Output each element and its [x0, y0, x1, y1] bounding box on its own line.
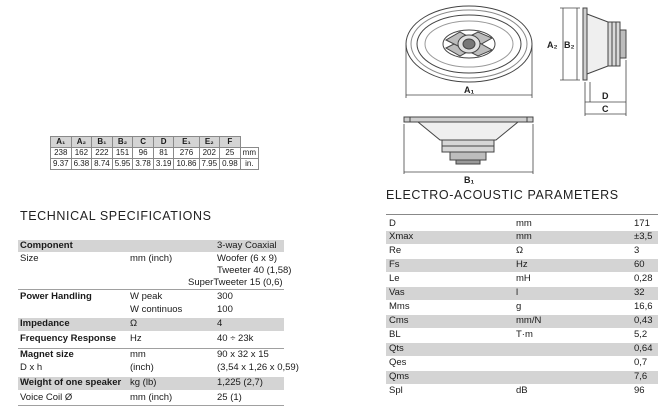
ea-unit: mm/N: [516, 315, 542, 326]
ea-value: 0,64: [634, 343, 653, 354]
electro-acoustic-title: ELECTRO-ACOUSTIC PARAMETERS: [386, 188, 619, 202]
ea-row: [386, 343, 658, 356]
ea-unit: mm: [516, 231, 532, 242]
dim-cell: 3.78: [133, 159, 154, 170]
ea-name: Mms: [389, 301, 410, 312]
dim-header: A₂: [71, 137, 92, 148]
ea-value: 3: [634, 245, 640, 256]
ea-row: [386, 287, 658, 300]
dim-cell: 5.95: [112, 159, 133, 170]
front-view: [406, 6, 532, 82]
tech-value-2: (3,54 x 1,26 x 0,59): [217, 362, 299, 373]
tech-name: Impedance: [20, 318, 70, 329]
dim-header: A₁: [51, 137, 72, 148]
ea-value: ±3,5: [634, 231, 653, 242]
dimension-table: [50, 136, 259, 170]
ea-name: Cms: [389, 315, 409, 326]
tech-value: 3-way Coaxial: [217, 240, 277, 251]
dim-header-blank: [240, 137, 258, 148]
tech-value-3: SuperTweeter 15 (0,6): [188, 277, 283, 288]
tech-name: Weight of one speaker: [20, 377, 122, 388]
label-b2: B₂: [564, 40, 575, 50]
tech-name: Power Handling: [20, 291, 92, 302]
ea-row: [386, 385, 658, 398]
dim-cell: 3.19: [153, 159, 174, 170]
ea-value: 0,28: [634, 273, 653, 284]
ea-row: [386, 357, 658, 370]
tech-row-power: [18, 291, 284, 317]
tech-unit: kg (lb): [130, 377, 157, 388]
ea-row: [386, 245, 658, 258]
dim-header: C: [133, 137, 154, 148]
dim-cell: 96: [133, 148, 154, 159]
tech-value: Woofer (6 x 9): [217, 253, 278, 264]
tech-name-2: D x h: [20, 362, 43, 373]
tech-value: 1,225 (2,7): [217, 377, 263, 388]
ea-name: Vas: [389, 287, 405, 298]
label-c: C: [602, 104, 609, 114]
tech-value: 25 (1): [217, 392, 242, 403]
ea-value: 0,7: [634, 357, 648, 368]
ea-unit: mm: [516, 218, 532, 229]
dimension-row-inch: [51, 159, 259, 170]
dim-cell: 6.38: [71, 159, 92, 170]
ea-value: 16,6: [634, 301, 653, 312]
dim-cell: 162: [71, 148, 92, 159]
ea-row: [386, 273, 658, 286]
dim-cell: 238: [51, 148, 72, 159]
ea-unit: Ω: [516, 245, 524, 256]
ea-unit: l: [516, 287, 519, 298]
tech-name: Magnet size: [20, 349, 74, 360]
tech-unit: Ω: [130, 318, 138, 329]
dim-cell: 0.98: [220, 159, 241, 170]
ea-row: [386, 218, 658, 231]
tech-unit-2: W continuos: [130, 304, 183, 315]
ea-row: [386, 259, 658, 272]
tech-row-magnet: [18, 348, 299, 377]
tech-row-voice-coil: [18, 392, 284, 406]
dim-cell: 7.95: [199, 159, 220, 170]
technical-specifications-title: TECHNICAL SPECIFICATIONS: [20, 209, 212, 223]
tech-unit-2: (inch): [130, 362, 154, 373]
ea-name: BL: [389, 329, 401, 340]
ea-value: 5,2: [634, 329, 648, 340]
tech-row-impedance: [18, 318, 284, 331]
electro-divider: [386, 214, 658, 215]
tech-row-component: [18, 240, 284, 252]
dim-unit: mm: [240, 148, 258, 159]
side-view: [583, 8, 626, 80]
dim-header: E₂: [199, 137, 220, 148]
ea-row: [386, 231, 658, 244]
ea-value: 0,43: [634, 315, 653, 326]
dim-unit: in.: [240, 159, 258, 170]
dim-cell: 81: [153, 148, 174, 159]
dim-cell: 222: [92, 148, 113, 159]
tech-unit: W peak: [130, 291, 163, 302]
dim-header: F: [220, 137, 241, 148]
dim-cell: 9.37: [51, 159, 72, 170]
tech-row-frequency: [18, 333, 284, 346]
tech-row-size: [18, 253, 292, 290]
bottom-view: [404, 117, 533, 164]
ea-name: Xmax: [389, 231, 414, 242]
ea-row: [386, 315, 658, 328]
dimension-row-mm: [51, 148, 259, 159]
dim-header: D: [153, 137, 174, 148]
tech-value: 4: [217, 318, 223, 329]
dim-cell: 202: [199, 148, 220, 159]
label-d: D: [602, 91, 609, 101]
tech-value: 300: [217, 291, 233, 302]
tech-name: Frequency Response: [20, 333, 117, 344]
ea-name: Re: [389, 245, 402, 256]
ea-unit: g: [516, 301, 522, 312]
tech-unit: Hz: [130, 333, 142, 344]
label-b1: B₁: [464, 175, 475, 185]
ea-name: D: [389, 218, 396, 229]
ea-row: [386, 329, 658, 342]
dimension-header-row: [51, 137, 259, 148]
ea-name: Le: [389, 273, 400, 284]
tech-unit: mm (inch): [130, 392, 173, 403]
tech-name: Size: [20, 253, 39, 264]
dim-cell: 25: [220, 148, 241, 159]
ea-value: 7,6: [634, 371, 648, 382]
tech-value-2: 100: [217, 304, 233, 315]
ea-row: [386, 301, 658, 314]
ea-value: 96: [634, 385, 645, 396]
tech-row-weight: [18, 377, 284, 390]
ea-value: 32: [634, 287, 645, 298]
ea-unit: Hz: [516, 259, 528, 270]
ea-unit: mH: [516, 273, 531, 284]
dim-cell: 151: [112, 148, 133, 159]
ea-unit: T·m: [516, 329, 533, 340]
ea-unit: dB: [516, 385, 528, 396]
ea-name: Fs: [389, 259, 400, 270]
label-a2: A₂: [547, 40, 558, 50]
dim-header: B₂: [112, 137, 133, 148]
dim-header: B₁: [92, 137, 113, 148]
tech-unit: mm: [130, 349, 146, 360]
ea-value: 60: [634, 259, 645, 270]
tech-name: Voice Coil Ø: [20, 392, 73, 403]
ea-name: Qms: [389, 371, 410, 382]
label-a1: A₁: [464, 85, 475, 95]
dim-cell: 276: [174, 148, 199, 159]
tech-value: 40 ÷ 23k: [217, 333, 254, 344]
ea-name: Spl: [389, 385, 403, 396]
ea-value: 171: [634, 218, 650, 229]
tech-name: Component: [20, 240, 73, 251]
ea-row: [386, 371, 658, 384]
tech-value: 90 x 32 x 15: [217, 349, 269, 360]
dim-cell: 8.74: [92, 159, 113, 170]
dim-cell: 10.86: [174, 159, 199, 170]
ea-name: Qts: [389, 343, 404, 354]
tech-unit: mm (inch): [130, 253, 173, 264]
tech-value-2: Tweeter 40 (1,58): [217, 265, 292, 276]
ea-name: Qes: [389, 357, 407, 368]
dim-header: E₁: [174, 137, 199, 148]
